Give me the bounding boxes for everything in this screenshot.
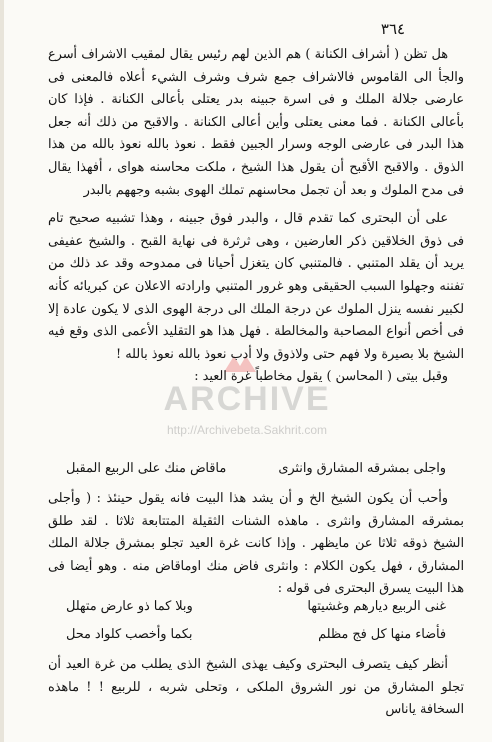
poem-line [66, 596, 446, 618]
watermark-title: ARCHIVE [163, 380, 331, 418]
verse-line [66, 458, 446, 480]
watermark-url: http://Archivebeta.Sakhrit.com [166, 423, 328, 437]
verse-intro: وقبل بيتى ( المحاسن ) يقول مخاطباً غرة العيد : [194, 369, 448, 385]
poem-line [66, 624, 446, 646]
poem-hemistich-right: غنى الربيع ديارهم وغشيتها [307, 599, 446, 614]
verse-hemistich-right: واجلى بمشرقه المشارق وانثرى [278, 461, 446, 476]
body-text-3 [48, 654, 464, 722]
verse-block-2 [48, 596, 464, 646]
paragraph-1: هل تظن ( أشراف الكنانة ) هم الذين لهم رئيس يقال لمقيب الاشراف أسرع والجأ الى القاموس فالاشراف جمع شرف وشرف الشيء أعلاه فالمعنى فى عارضى جلالة الملك و فى اسرة جبينه بدر يعتلى بأعالى الكنانة . فإذا كان بأعالى الكنانة . فما معنى يعتلى وأين أعالى الكنانة . والاقبح من ذلك أنه جعل هذا البدر فى عارضى الوجه وسرار الجبين فقط . نعوذ بالله نعوذ بالله من هذا الذوق . والاقبح الأقبح أن يقول هذا الشيخ ، ملكت محاسنه هوای ، أفهذا يقال فى مدح الملوك و بعد أن تجمل محاسنهم تملك الهوى بشبه وجههم بالبدر [48, 47, 464, 198]
page-number: ٣٦٤ [380, 20, 406, 38]
paragraph-4: أنظر كيف يتصرف البحترى وكيف يهذى الشيخ الذى يطلب من غرة العيد أن تجلو المشارق من نور الشروق الملكى ، وتحلى شربه ، للربيع ! ! ماهذه السخافة ياناس [48, 657, 464, 718]
poem-hemistich-left: وبلا كما ذو عارض متهلل [66, 599, 193, 614]
paragraph-3: وأحب أن يكون الشيخ الخ و أن يشد هذا البيت فانه يقول حينئذ : ( وأجلى بمشرقه المشارق وانثرى . ماهذه الشنات الثقيلة المتتابعة ثلاثا . لقد طلق الشيخ ذوقه ثلاثا عن مايظهر . وإذا كانت غرة العيد تجلو بمشرق جلالة الملك المشارق ، فهل يكون الكلام : وانثرى فاض منك اوماقاض منه . وهو أيضا فى هذا البيت يسرق البحترى فى قوله : [48, 491, 464, 597]
poem-hemistich-left: بكما وأخصب كلواد محل [66, 627, 193, 642]
verse-block-1 [48, 458, 464, 480]
body-text [48, 44, 464, 389]
poem-hemistich-right: فأضاء منها كل فج مظلم [318, 627, 446, 642]
verse-hemistich-left: ماقاض منك على الربيع المقبل [66, 461, 227, 476]
paragraph-2: على أن البحترى كما تقدم قال ، والبدر فوق جبينه ، وهذا تشبيه صحيح تام فى ذوق الخلاقين ذكر العارضين ، وهى ثرثرة فى نهاية القبح . والشيخ عفيفى يريد أن يقلد المتنبي . فالمتنبي كان يتغزل أحيانا فى ممدوحه وقد عد ذلك من تفننه وجهلوا السبب الحقيقى وهو غرور المتنبي وارادته الاعلان عن كبريائه كأنه لكبير نفسه ينزل الملوك عن درجة الملك الى درجة الهوى الذى لا يكون عادة إلا فى أخص أنواع المصاحبة والمخالطة . فهل هذا هو التقليد الأعمى الذى وقع فيه الشيخ بلا بصيرة ولا فهم حتى ولاذوق ولا أدب نعوذ بالله نعوذ بالله ! [48, 211, 464, 362]
body-text-2 [48, 488, 464, 601]
page-edge [0, 0, 4, 742]
